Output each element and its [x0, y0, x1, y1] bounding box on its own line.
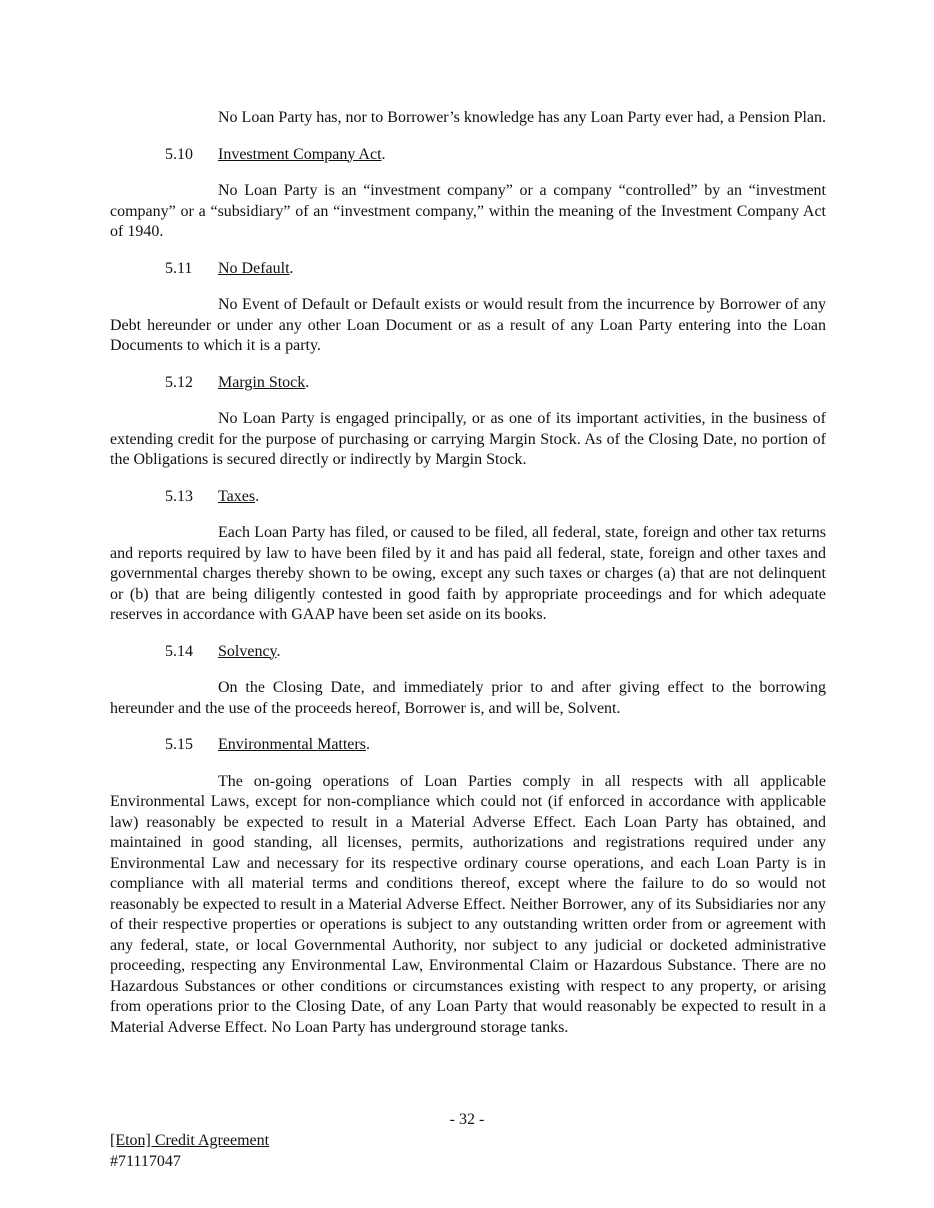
- section-paragraph: No Loan Party is engaged principally, or as one of its important activities, in the business of extending credit for the purpose of purchasing or carrying Margin Stock. As of the Closing Date, no portion of the Obligations is secured directly or indirectly by Margin Stock.: [110, 410, 826, 468]
- section: [110, 735, 826, 1038]
- section-number: 5.13: [165, 487, 193, 505]
- section-heading: [165, 373, 826, 394]
- section-heading: [165, 259, 826, 280]
- section-title-suffix: .: [305, 373, 310, 391]
- section-number: 5.14: [165, 642, 193, 660]
- footer-doc-title: [Eton] Credit Agreement: [110, 1132, 270, 1149]
- section-paragraph: No Event of Default or Default exists or would result from the incurrence by Borrower of any Debt hereunder or under any other Loan Document or as a result of any Loan Party entering into the Loan Documents to which it is a party.: [110, 296, 826, 354]
- section-title: Taxes: [218, 487, 256, 505]
- section-title-suffix: .: [365, 736, 370, 753]
- footer-doc-number: #71117047: [110, 1152, 181, 1170]
- section-title: Solvency: [218, 642, 277, 660]
- sections-container: [110, 145, 826, 1039]
- section-title-suffix: .: [255, 487, 260, 505]
- section-paragraph: No Loan Party is an “investment company” or a company “controlled” by an “investment company” or a “subsidiary” of an “investment company,” within the meaning of the Investment Company Act of 1940.: [110, 182, 826, 240]
- section-paragraph: Each Loan Party has filed, or caused to be filed, all federal, state, foreign and other tax returns and reports required by law to have been filed by it and has paid all federal, state, foreign and other taxes and governmental charges thereby shown to be owing, except any such taxes or charges (a) that are not delinquent or (b) that are being diligently contested in good faith by appropriate proceedings and for which adequate reserves in accordance with GAAP have been set aside on its books.: [110, 524, 826, 623]
- section: [110, 145, 826, 243]
- section: [110, 373, 826, 471]
- page-number: - 32 -: [449, 1111, 485, 1128]
- section-title: Environmental Matters: [218, 736, 366, 753]
- section-title-suffix: .: [289, 259, 294, 277]
- section-paragraph: The on-going operations of Loan Parties comply in all respects with all applicable Environmental Laws, except for non-compliance which could not (if enforced in accordance with applicable law) reasonably be expected to result in a Material Adverse Effect. Each Loan Party has obtained, and maintained in good standing, all licenses, permits, authorizations and registrations required under any Environmental Law and necessary for its respective ordinary course operations, and each Loan Party is in compliance with all material terms and conditions thereof, except where the failure to do so would not reasonably be expected to result in a Material Adverse Effect. Neither Borrower, any of its Subsidiaries nor any of their respective properties or operations is subject to any outstanding written order from or agreement with any federal, state, or local Governmental Authority, nor subject to any judicial or docketed administrative proceeding, respecting any Environmental Law, Environmental Claim or Hazardous Substance. There are no Hazardous Substances or other conditions or circumstances existing with respect to any property, or arising from operations prior to the Closing Date, of any Loan Party that would reasonably be expected to result in a Material Adverse Effect. No Loan Party has underground storage tanks.: [110, 772, 826, 1036]
- section-title-suffix: .: [276, 642, 281, 660]
- section-heading: [165, 145, 826, 166]
- document-footer: [110, 1131, 269, 1172]
- section-heading: [165, 735, 826, 756]
- section-number: 5.11: [165, 259, 193, 277]
- section-heading: [165, 642, 826, 663]
- section: [110, 487, 826, 626]
- section-title: No Default: [218, 259, 290, 277]
- section-title: Investment Company Act: [218, 145, 382, 163]
- section: [110, 642, 826, 720]
- section-heading: [165, 487, 826, 508]
- section-number: 5.15: [165, 736, 193, 753]
- section: [110, 259, 826, 357]
- section-paragraph: On the Closing Date, and immediately prior to and after giving effect to the borrowing hereunder and the use of the proceeds hereof, Borrower is, and will be, Solvent.: [110, 679, 826, 717]
- section-title: Margin Stock: [218, 373, 306, 391]
- section-number: 5.12: [165, 373, 193, 391]
- section-title-suffix: .: [381, 145, 386, 163]
- section-number: 5.10: [165, 145, 193, 163]
- intro-paragraph: No Loan Party has, nor to Borrower’s knowledge has any Loan Party ever had, a Pension Plan.: [218, 109, 827, 126]
